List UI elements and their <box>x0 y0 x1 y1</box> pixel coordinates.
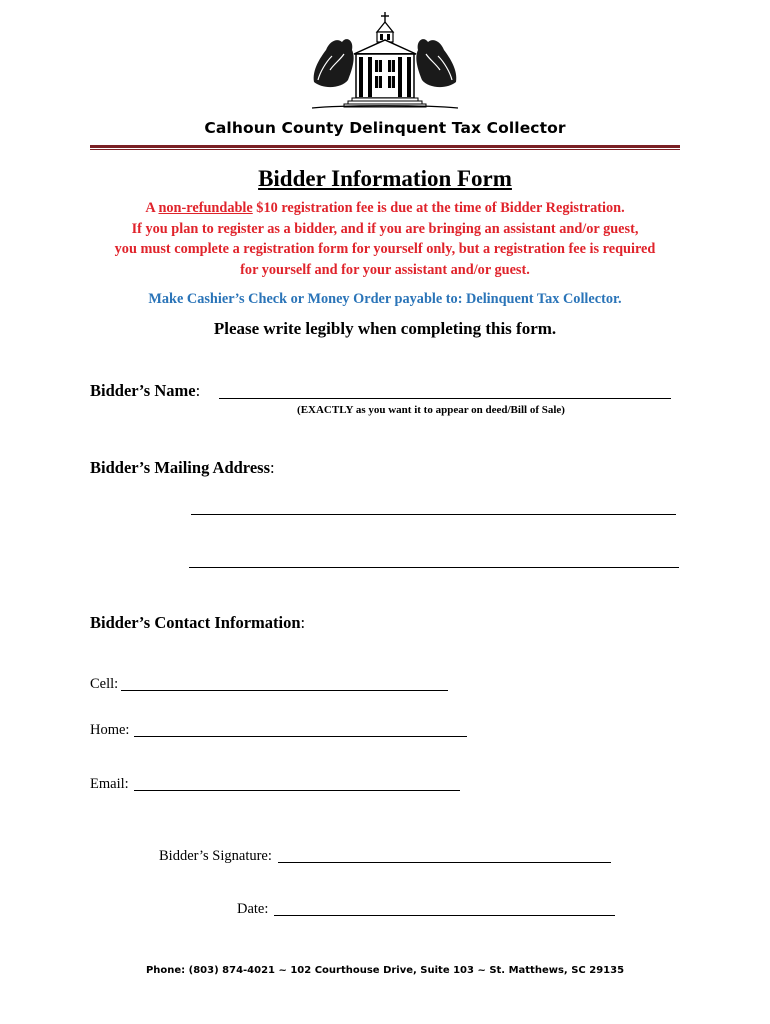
bidder-name-label-text: Bidder’s Name <box>90 381 196 400</box>
mailing-address-field-1[interactable] <box>191 514 676 515</box>
mailing-address-label-text: Bidder’s Mailing Address <box>90 458 270 477</box>
email-label: Email: <box>90 776 129 792</box>
mailing-address-label <box>90 458 275 478</box>
header-divider-thin <box>90 149 680 150</box>
mailing-address-colon: : <box>270 458 275 477</box>
home-label: Home: <box>90 722 130 738</box>
fee-notice-prefix: A <box>145 200 159 216</box>
date-field[interactable] <box>274 915 615 916</box>
header-title: Calhoun County Delinquent Tax Collector <box>204 119 566 137</box>
bidder-name-label <box>90 381 200 401</box>
form-title: Bidder Information Form <box>258 166 512 191</box>
contact-info-colon: : <box>300 613 306 632</box>
cell-field[interactable] <box>121 690 448 691</box>
fee-notice-line-3: you must complete a registration form for yourself only, but a registration fee is required <box>114 241 656 257</box>
bidder-name-row <box>90 381 680 403</box>
date-label: Date: <box>237 901 269 917</box>
signature-label: Bidder’s Signature: <box>159 848 272 864</box>
fee-notice-line-2: If you plan to register as a bidder, and if you are bringing an assistant and/or guest, <box>131 221 639 237</box>
contact-info-label <box>90 613 305 633</box>
bidder-name-hint: (EXACTLY as you want it to appear on deed/Bill of Sale) <box>297 404 565 416</box>
bidder-name-colon: : <box>195 381 201 400</box>
fee-notice-line-4: for yourself and for your assistant and/or guest. <box>240 262 530 278</box>
legibly-note: Please write legibly when completing this form. <box>213 319 557 338</box>
bidder-name-field[interactable] <box>219 398 671 399</box>
footer-contact: Phone: (803) 874-4021 ~ 102 Courthouse Drive, Suite 103 ~ St. Matthews, SC 29135 <box>145 965 625 976</box>
non-refundable-text: non-refundable <box>158 200 253 216</box>
home-field[interactable] <box>134 736 467 737</box>
fee-notice-line-1 <box>0 200 770 217</box>
payable-note: Make Cashier’s Check or Money Order payable to: Delinquent Tax Collector. <box>148 291 622 307</box>
cell-label: Cell: <box>90 676 119 692</box>
fee-notice-suffix: $10 registration fee is due at the time of Bidder Registration. <box>252 200 625 216</box>
header-divider <box>90 145 680 148</box>
email-field[interactable] <box>134 790 460 791</box>
mailing-address-field-2[interactable] <box>189 567 679 568</box>
courthouse-icon <box>312 10 458 112</box>
contact-info-label-text: Bidder’s Contact Information <box>90 613 301 632</box>
signature-field[interactable] <box>278 862 611 863</box>
